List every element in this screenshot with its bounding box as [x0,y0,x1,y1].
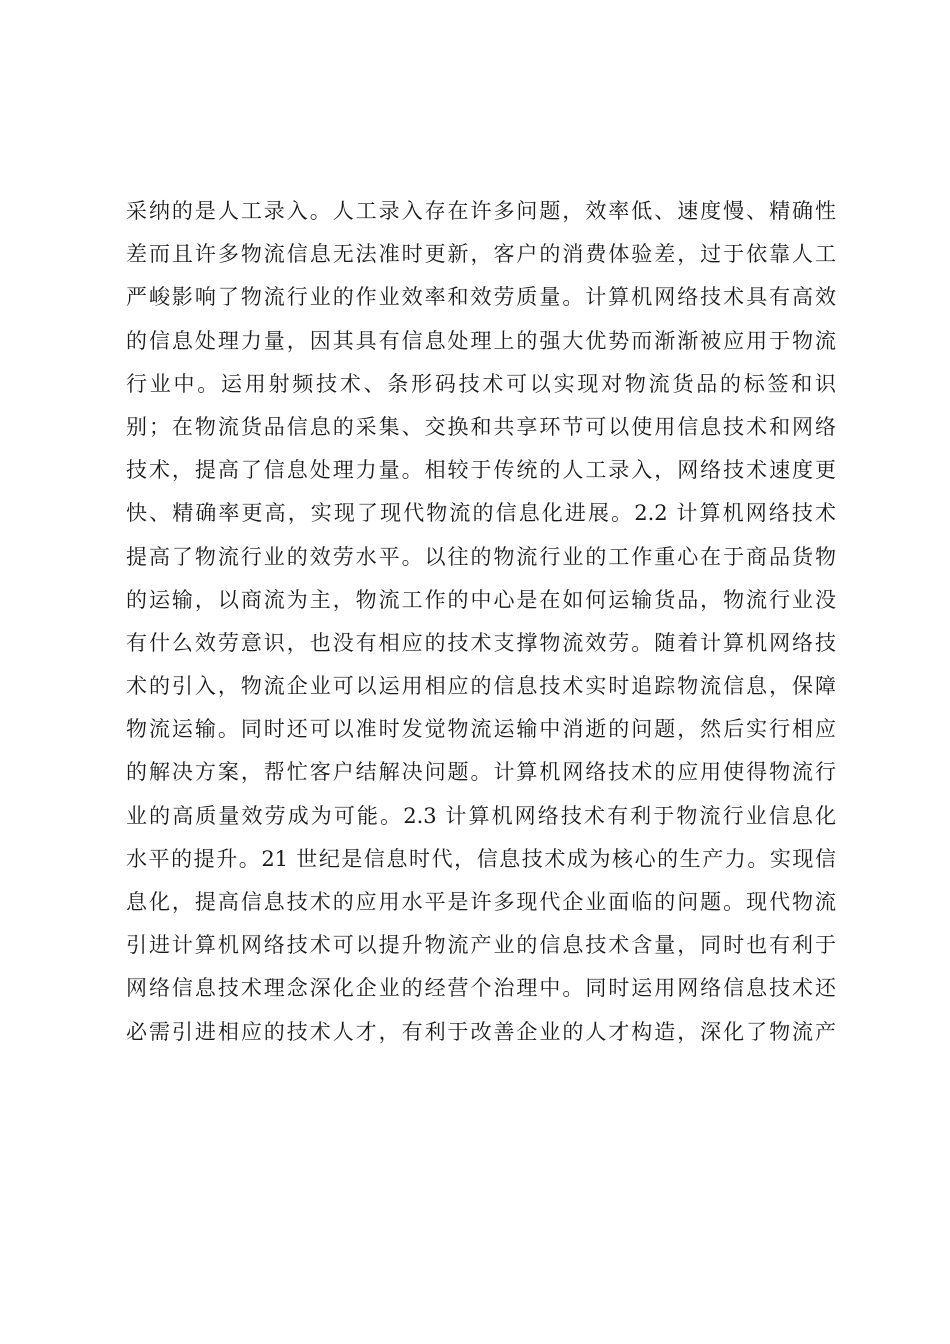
text-line: 息化，提高信息技术的应用水平是许多现代企业面临的问题。现代物流 [126,890,836,914]
text-line: 物流运输。同时还可以准时发觉物流运输中消逝的问题，然后实行相应 [126,717,836,742]
text-line: 别；在物流货品信息的采集、交换和共享环节可以使用信息技术和网络 [126,414,836,439]
text-line: 严峻影响了物流行业的作业效率和效劳质量。计算机网络技术具有高效 [126,285,836,310]
text-line: 的信息处理力量，因其具有信息处理上的强大优势而渐渐被应用于物流 [126,328,836,353]
text-line: 的解决方案，帮忙客户结解决问题。计算机网络技术的应用使得物流行 [126,760,836,785]
text-line: 引进计算机网络技术可以提升物流产业的信息技术含量，同时也有利于 [126,933,836,958]
text-line: 业的高质量效劳成为可能。2.3 计算机网络技术有利于物流行业信息化 [126,803,836,828]
text-line: 采纳的是人工录入。人工录入存在许多问题，效率低、速度慢、精确性 [126,199,836,223]
text-line: 行业中。运用射频技术、条形码技术可以实现对物流货品的标签和识 [126,371,836,396]
body-paragraph [126,190,836,1054]
text-line: 差而且许多物流信息无法准时更新，客户的消费体验差，过于依靠人工 [126,242,836,267]
text-line: 提高了物流行业的效劳水平。以往的物流行业的工作重心在于商品货物 [126,544,836,569]
text-line: 术的引入，物流企业可以运用相应的信息技术实时追踪物流信息，保障 [126,674,836,699]
text-line: 技术，提高了信息处理力量。相较于传统的人工录入，网络技术速度更 [126,458,836,483]
text-line: 网络信息技术理念深化企业的经营个治理中。同时运用网络信息技术还 [126,976,836,1001]
text-line: 必需引进相应的技术人才，有利于改善企业的人才构造，深化了物流产 [126,1019,836,1044]
text-line: 快、精确率更高，实现了现代物流的信息化进展。2.2 计算机网络技术 [126,501,836,526]
text-line: 有什么效劳意识，也没有相应的技术支撑物流效劳。随着计算机网络技 [126,630,836,655]
text-line: 的运输，以商流为主，物流工作的中心是在如何运输货品，物流行业没 [126,587,836,612]
text-line: 水平的提升。21 世纪是信息时代，信息技术成为核心的生产力。实现信 [126,846,836,871]
